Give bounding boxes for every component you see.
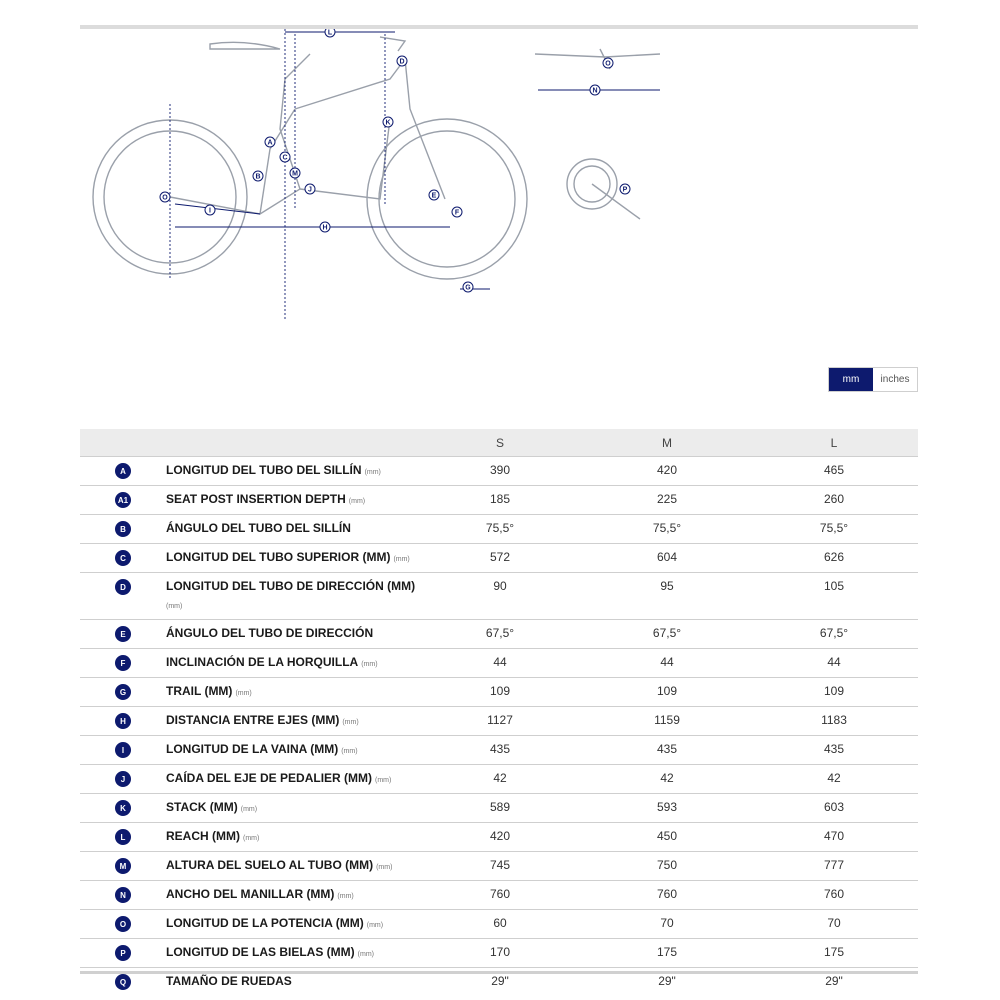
svg-text:G: G	[465, 284, 471, 292]
row-label	[166, 711, 436, 732]
col-header-s[interactable]: S	[495, 436, 505, 450]
row-value-l: 175	[823, 945, 845, 959]
bike-geometry-diagram	[80, 29, 918, 329]
svg-text:N: N	[592, 87, 598, 95]
row-unit: (mm)	[366, 922, 384, 929]
marker-O	[603, 58, 613, 68]
row-value-m: 44	[660, 655, 674, 669]
row-label	[166, 972, 436, 990]
row-label	[166, 914, 436, 935]
svg-text:F: F	[454, 209, 460, 217]
row-code-badge: H	[115, 713, 131, 729]
row-value-l: 760	[823, 887, 845, 901]
row-code-badge: K	[115, 800, 131, 816]
row-code-badge: P	[115, 945, 131, 961]
table-row	[80, 619, 918, 648]
row-value-l: 1183	[821, 713, 847, 727]
table-row	[80, 909, 918, 938]
table-row	[80, 793, 918, 822]
row-value-l: 465	[823, 463, 845, 477]
row-unit: (mm)	[240, 806, 258, 813]
marker-J	[305, 184, 315, 194]
row-label-text: DISTANCIA ENTRE EJES (MM)	[166, 713, 340, 727]
row-code-badge: Q	[115, 974, 131, 990]
row-code-badge: O	[115, 916, 131, 932]
row-value-l: 603	[823, 800, 845, 814]
row-label-text: REACH (MM)	[166, 829, 240, 843]
row-value-m: 604	[656, 550, 678, 564]
row-value-m: 1159	[654, 713, 680, 727]
table-row	[80, 572, 918, 619]
row-label	[166, 769, 436, 790]
row-unit: (mm)	[348, 498, 366, 505]
row-value-s: 44	[493, 655, 507, 669]
row-code-badge: G	[115, 684, 131, 700]
row-value-l: 29"	[825, 974, 843, 988]
row-value-m: 225	[656, 492, 678, 506]
row-code-badge: M	[115, 858, 131, 874]
row-value-l: 105	[823, 579, 845, 593]
row-value-s: 420	[489, 829, 511, 843]
row-label-text: LONGITUD DEL TUBO SUPERIOR (MM)	[166, 550, 391, 564]
row-label	[166, 943, 436, 964]
marker-C	[280, 152, 290, 162]
row-value-l: 67,5°	[819, 626, 849, 640]
svg-text:B: B	[255, 173, 261, 181]
row-label	[166, 490, 436, 511]
row-value-l: 109	[823, 684, 845, 698]
row-label	[166, 827, 436, 848]
row-label-text: ÁNGULO DEL TUBO DEL SILLÍN	[166, 521, 351, 535]
marker-B	[253, 171, 263, 181]
geometry-table	[80, 429, 918, 996]
row-label-text: STACK (MM)	[166, 800, 238, 814]
row-code-badge: A	[115, 463, 131, 479]
row-label-text: TRAIL (MM)	[166, 684, 233, 698]
marker-I	[205, 205, 215, 215]
table-row	[80, 514, 918, 543]
row-unit: (mm)	[337, 893, 354, 900]
svg-text:I: I	[209, 207, 211, 215]
row-value-s: 185	[489, 492, 511, 506]
row-label-text: ANCHO DEL MANILLAR (MM)	[166, 887, 335, 901]
row-unit: (mm)	[243, 835, 260, 842]
svg-text:M: M	[292, 170, 298, 178]
marker-O2	[160, 192, 170, 202]
row-label-text: ALTURA DEL SUELO AL TUBO (MM)	[166, 858, 374, 872]
row-value-l: 42	[827, 771, 841, 785]
row-value-m: 75,5°	[652, 521, 682, 535]
marker-L	[325, 29, 335, 37]
svg-text:D: D	[399, 58, 405, 66]
row-unit: (mm)	[376, 864, 393, 871]
unit-inches-button[interactable]: inches	[873, 368, 917, 391]
row-value-s: 109	[489, 684, 511, 698]
row-unit: (mm)	[393, 556, 410, 563]
row-label-text: LONGITUD DEL TUBO DE DIRECCIÓN (MM)	[166, 579, 416, 593]
row-value-s: 572	[489, 550, 511, 564]
row-value-m: 67,5°	[652, 626, 682, 640]
table-row	[80, 735, 918, 764]
table-header	[80, 429, 918, 456]
row-unit: (mm)	[342, 719, 359, 726]
front-wheel	[367, 119, 527, 279]
marker-D	[397, 56, 407, 66]
row-value-m: 95	[660, 579, 674, 593]
svg-text:H: H	[322, 224, 328, 232]
handlebar-detail	[535, 49, 660, 69]
marker-N	[590, 85, 600, 95]
marker-E	[429, 190, 439, 200]
row-value-m: 29"	[658, 974, 676, 988]
row-value-m: 109	[656, 684, 678, 698]
row-label-text: TAMAÑO DE RUEDAS	[166, 974, 292, 988]
row-unit: (mm)	[375, 777, 392, 784]
row-code-badge: N	[115, 887, 131, 903]
row-label	[166, 856, 436, 877]
marker-A	[265, 137, 275, 147]
marker-F	[452, 207, 462, 217]
row-unit: (mm)	[364, 469, 381, 476]
row-unit: (mm)	[235, 690, 252, 697]
row-code-badge: C	[115, 550, 131, 566]
row-value-s: 390	[489, 463, 511, 477]
row-unit: (mm)	[357, 951, 374, 958]
row-value-m: 435	[656, 742, 678, 756]
table-row	[80, 456, 918, 485]
row-label-text: INCLINACIÓN DE LA HORQUILLA	[166, 655, 359, 669]
svg-text:O: O	[605, 60, 611, 68]
row-label-text: LONGITUD DEL TUBO DEL SILLÍN	[166, 463, 362, 477]
row-label	[166, 885, 436, 906]
svg-text:L: L	[327, 29, 333, 37]
row-label-text: ÁNGULO DEL TUBO DE DIRECCIÓN	[166, 626, 374, 640]
row-value-l: 470	[823, 829, 845, 843]
row-label	[166, 548, 436, 569]
row-label-text: LONGITUD DE LA VAINA (MM)	[166, 742, 339, 756]
row-code-badge: D	[115, 579, 131, 595]
svg-text:A: A	[267, 139, 273, 147]
svg-text:K: K	[385, 119, 391, 127]
front-wheel-inner	[379, 131, 515, 267]
row-value-m: 420	[656, 463, 678, 477]
row-value-s: 75,5°	[485, 521, 515, 535]
marker-G	[463, 282, 473, 292]
row-value-s: 745	[489, 858, 511, 872]
table-body	[80, 456, 918, 996]
row-value-s: 435	[489, 742, 511, 756]
row-label	[166, 740, 436, 761]
svg-text:J: J	[308, 186, 312, 194]
row-label	[166, 653, 436, 674]
table-row	[80, 677, 918, 706]
row-value-s: 1127	[487, 713, 513, 727]
row-code-badge: E	[115, 626, 131, 642]
row-value-s: 589	[489, 800, 511, 814]
row-unit: (mm)	[166, 603, 183, 610]
row-value-s: 60	[493, 916, 507, 930]
table-row	[80, 822, 918, 851]
table-row	[80, 764, 918, 793]
bottom-divider	[80, 971, 918, 974]
row-value-l: 260	[823, 492, 845, 506]
row-value-m: 450	[656, 829, 678, 843]
table-row	[80, 938, 918, 967]
unit-toggle[interactable]	[828, 367, 918, 392]
table-row	[80, 851, 918, 880]
row-value-m: 593	[656, 800, 678, 814]
row-code-badge: L	[115, 829, 131, 845]
row-value-l: 75,5°	[819, 521, 849, 535]
marker-P	[620, 184, 630, 194]
row-value-l: 70	[827, 916, 841, 930]
row-label	[166, 461, 436, 482]
col-header-m[interactable]: M	[662, 436, 672, 450]
row-code-badge: J	[115, 771, 131, 787]
svg-text:O: O	[162, 194, 168, 202]
row-value-s: 760	[489, 887, 511, 901]
svg-text:C: C	[282, 154, 288, 162]
saddle	[210, 42, 280, 49]
row-unit: (mm)	[361, 661, 378, 668]
marker-K	[383, 117, 393, 127]
row-value-m: 750	[656, 858, 678, 872]
table-row	[80, 485, 918, 514]
row-label-text: LONGITUD DE LA POTENCIA (MM)	[166, 916, 364, 930]
row-value-m: 760	[656, 887, 678, 901]
row-value-s: 42	[493, 771, 507, 785]
row-label	[166, 682, 436, 703]
row-label-text: CAÍDA DEL EJE DE PEDALIER (MM)	[166, 771, 373, 785]
row-value-s: 29"	[491, 974, 509, 988]
marker-M	[290, 168, 300, 178]
row-value-m: 175	[656, 945, 678, 959]
row-unit: (mm)	[341, 748, 358, 755]
svg-text:E: E	[431, 192, 437, 200]
row-code-badge: I	[115, 742, 131, 758]
row-label	[166, 519, 436, 537]
row-value-m: 70	[660, 916, 674, 930]
row-value-l: 777	[823, 858, 845, 872]
marker-H	[320, 222, 330, 232]
row-value-l: 44	[827, 655, 841, 669]
row-code-badge: F	[115, 655, 131, 671]
row-label-text: SEAT POST INSERTION DEPTH	[166, 492, 346, 506]
table-row	[80, 648, 918, 677]
row-label-text: LONGITUD DE LAS BIELAS (MM)	[166, 945, 355, 959]
row-label	[166, 624, 436, 642]
row-value-s: 90	[493, 579, 507, 593]
row-label	[166, 798, 436, 819]
row-value-s: 170	[489, 945, 511, 959]
table-row	[80, 880, 918, 909]
row-value-m: 42	[660, 771, 674, 785]
row-value-l: 626	[823, 550, 845, 564]
row-code-badge: A1	[115, 492, 131, 508]
row-value-s: 67,5°	[485, 626, 515, 640]
row-code-badge: B	[115, 521, 131, 537]
table-row	[80, 706, 918, 735]
table-row	[80, 543, 918, 572]
row-label	[166, 577, 436, 616]
svg-text:P: P	[622, 186, 628, 194]
row-value-l: 435	[823, 742, 845, 756]
unit-mm-button[interactable]: mm	[829, 368, 873, 391]
col-header-l[interactable]: L	[830, 436, 838, 450]
